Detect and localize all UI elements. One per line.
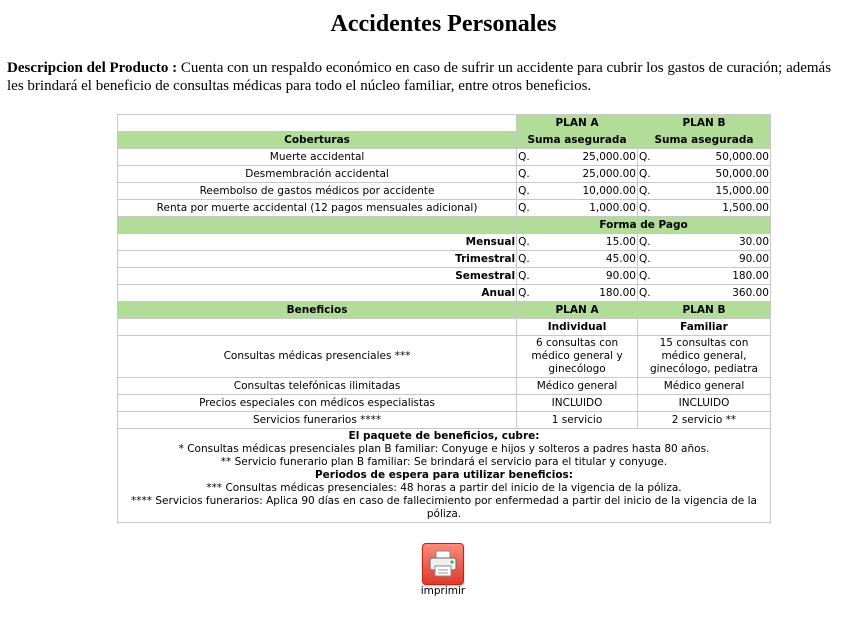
pago-value-a [517, 285, 638, 302]
table-row [118, 268, 771, 285]
amount: 15.00 [605, 235, 636, 248]
cobertura-value-b [637, 149, 770, 166]
table-row [118, 412, 771, 429]
amount: 90.00 [738, 252, 769, 265]
table-row [118, 429, 771, 523]
currency: Q. [638, 252, 651, 265]
currency: Q. [638, 184, 651, 197]
pago-value-a [517, 251, 638, 268]
espera-note-2: **** Servicios funerarios: Aplica 90 días en caso de fallecimiento por enfermedad a partir del inicio de la vigencia de la póliza. [131, 495, 757, 520]
suma-asegurada-b-header: Suma asegurada [637, 132, 770, 149]
table-row [118, 319, 771, 336]
notes-cell [118, 429, 771, 523]
beneficio-value-b: 2 servicio ** [637, 412, 770, 429]
beneficio-label: Consultas telefónicas ilimitadas [118, 378, 517, 395]
table-row [118, 395, 771, 412]
amount: 25,000.00 [582, 167, 636, 180]
cobertura-label: Desmembración accidental [118, 166, 517, 183]
currency: Q. [638, 201, 651, 214]
beneficio-value-a: 1 servicio [517, 412, 638, 429]
familiar-header: Familiar [637, 319, 770, 336]
amount: 15,000.00 [715, 184, 769, 197]
pago-value-a [517, 234, 638, 251]
individual-header: Individual [517, 319, 638, 336]
cobertura-label: Reembolso de gastos médicos por accidente [118, 183, 517, 200]
pago-value-a [517, 268, 638, 285]
amount: 90.00 [605, 269, 636, 282]
pago-value-b [637, 268, 770, 285]
table-row [118, 234, 771, 251]
amount: 45.00 [605, 252, 636, 265]
forma-pago-header: Forma de Pago [517, 217, 771, 234]
table-row [118, 132, 771, 149]
currency: Q. [638, 286, 651, 299]
plan-a-header: PLAN A [517, 302, 638, 319]
plan-a-header: PLAN A [517, 115, 638, 132]
amount: 30.00 [738, 235, 769, 248]
coberturas-header: Coberturas [118, 132, 517, 149]
beneficios-header: Beneficios [118, 302, 517, 319]
beneficio-value-b: 15 consultas con médico general, ginecólogo, pediatra [637, 336, 770, 378]
currency: Q. [518, 235, 530, 248]
beneficio-value-b: INCLUIDO [637, 395, 770, 412]
beneficio-value-a: INCLUIDO [517, 395, 638, 412]
cobertura-value-b [637, 200, 770, 217]
paquete-title: El paquete de beneficios, cubre: [348, 430, 540, 442]
pago-label: Trimestral [118, 251, 517, 268]
cobertura-value-b [637, 166, 770, 183]
product-description [7, 59, 843, 95]
currency: Q. [518, 184, 530, 197]
description-text: Cuenta con un respaldo económico en caso de sufrir un accidente para cubrir los gastos de curación; además les brindará el beneficio de consultas médicas para todo el núcleo familiar, entre otros beneficios. [7, 60, 832, 94]
currency: Q. [518, 201, 530, 214]
beneficio-value-b: Médico general [637, 378, 770, 395]
pago-value-b [637, 234, 770, 251]
currency: Q. [638, 235, 651, 248]
beneficio-label: Precios especiales con médicos especialistas [118, 395, 517, 412]
currency: Q. [638, 167, 651, 180]
currency: Q. [518, 252, 530, 265]
printer-icon[interactable] [422, 543, 464, 585]
cobertura-label: Renta por muerte accidental (12 pagos mensuales adicional) [118, 200, 517, 217]
table-row [118, 166, 771, 183]
amount: 50,000.00 [715, 167, 769, 180]
coverage-table [117, 114, 771, 523]
table-row [118, 336, 771, 378]
cobertura-value-a [517, 149, 638, 166]
beneficio-label: Consultas médicas presenciales *** [118, 336, 517, 378]
espera-title: Periodos de espera para utilizar beneficios: [314, 469, 573, 481]
table-row [118, 285, 771, 302]
empty-cell [118, 115, 517, 132]
currency: Q. [638, 269, 651, 282]
table-row [118, 302, 771, 319]
pago-value-b [637, 251, 770, 268]
currency: Q. [518, 269, 530, 282]
cobertura-value-b [637, 183, 770, 200]
amount: 50,000.00 [715, 150, 769, 163]
amount: 25,000.00 [582, 150, 636, 163]
table-row [118, 217, 771, 234]
empty-header-cell [118, 217, 517, 234]
amount: 180.00 [599, 286, 636, 299]
beneficio-value-a: Médico general [517, 378, 638, 395]
page-title: Accidentes Personales [330, 11, 557, 37]
plan-b-header: PLAN B [637, 115, 770, 132]
amount: 1,000.00 [589, 201, 636, 214]
pago-label: Anual [118, 285, 517, 302]
amount: 10,000.00 [582, 184, 636, 197]
amount: 1,500.00 [722, 201, 769, 214]
currency: Q. [518, 167, 530, 180]
table-row [118, 200, 771, 217]
cobertura-value-a [517, 166, 638, 183]
currency: Q. [518, 286, 530, 299]
table-row [118, 149, 771, 166]
cobertura-label: Muerte accidental [118, 149, 517, 166]
pago-label: Semestral [118, 268, 517, 285]
empty-cell [118, 319, 517, 336]
table-row [118, 183, 771, 200]
pago-label: Mensual [118, 234, 517, 251]
suma-asegurada-a-header: Suma asegurada [517, 132, 638, 149]
paquete-note-2: ** Servicio funerario plan B familiar: Se brindará el servicio para el titular y conyuge. [220, 456, 668, 468]
table-row [118, 251, 771, 268]
print-label[interactable]: imprimir [420, 585, 466, 597]
plan-b-header: PLAN B [637, 302, 770, 319]
cobertura-value-a [517, 183, 638, 200]
pago-value-b [637, 285, 770, 302]
paquete-note-1: * Consultas médicas presenciales plan B familiar: Conyuge e hijos y solteros a padres hasta 80 años. [178, 443, 710, 455]
description-label: Descripcion del Producto : [7, 60, 178, 76]
beneficio-value-a: 6 consultas con médico general y ginecólogo [517, 336, 638, 378]
currency: Q. [518, 150, 530, 163]
espera-note-1: *** Consultas médicas presenciales: 48 horas a partir del inicio de la vigencia de la póliza. [206, 482, 682, 494]
amount: 360.00 [732, 286, 769, 299]
currency: Q. [638, 150, 651, 163]
beneficio-label: Servicios funerarios **** [118, 412, 517, 429]
table-row [118, 378, 771, 395]
cobertura-value-a [517, 200, 638, 217]
table-row [118, 115, 771, 132]
print-button[interactable] [413, 543, 473, 597]
amount: 180.00 [732, 269, 769, 282]
